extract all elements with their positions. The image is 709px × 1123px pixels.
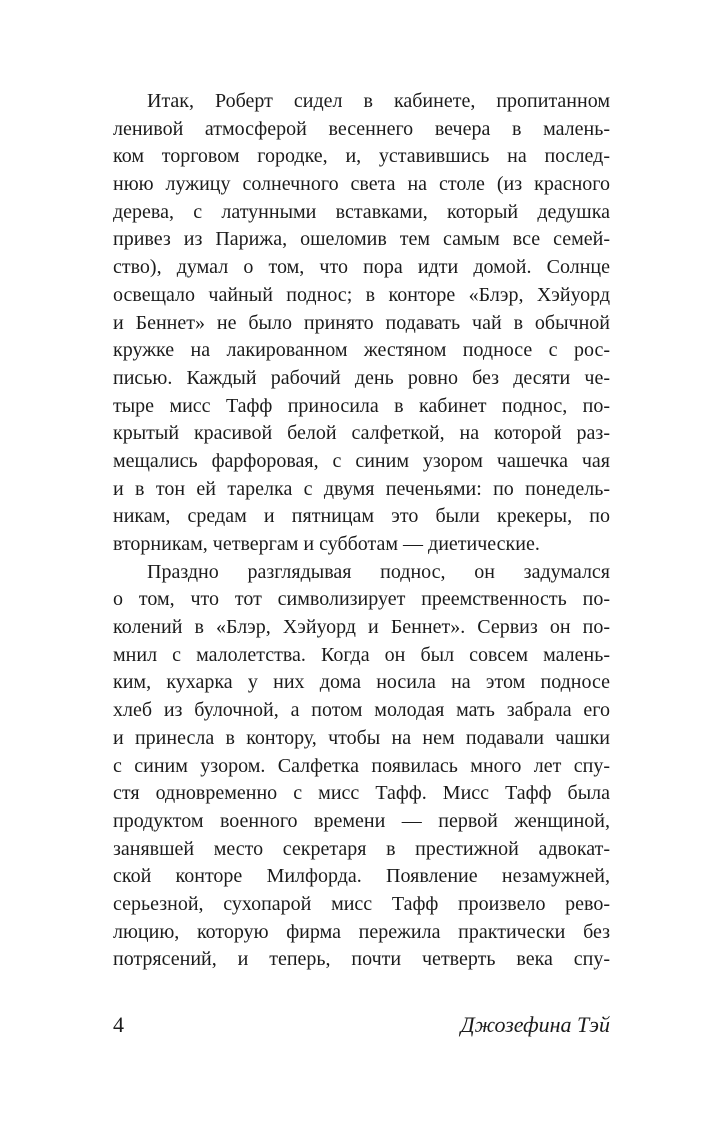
text-line: ской конторе Милфорда. Появление незамужней, [113,865,610,888]
text-line: кружке на лакированном жестяном подносе с рос- [113,339,610,362]
text-line: Итак, Роберт сидел в кабинете, пропитанном [147,90,610,112]
text-line: мнил с малолетства. Когда он был совсем малень- [113,643,610,666]
text-line: писью. Каждый рабочий день ровно без десяти че- [113,366,610,389]
text-line: освещало чайный поднос; в конторе «Блэр, Хэйуорд [113,283,610,306]
text-line: дерева, с латунными вставками, который дедушка [113,200,610,223]
text-line: тыре мисс Тафф приносила в кабинет поднос, по- [113,394,610,417]
text-line: люцию, которую фирма пережила практически без [113,920,610,943]
text-line: серьезной, сухопарой мисс Тафф произвело рево- [113,892,610,915]
text-line: с синим узором. Салфетка появилась много лет спу- [113,754,610,777]
text-line: ком торговом городке, и, уставившись на послед- [113,145,610,168]
page-footer [113,1011,610,1038]
text-line: о том, что тот символизирует преемственность по- [113,588,610,611]
text-line: и в тон ей тарелка с двумя печеньями: по понедель- [113,477,610,500]
text-line: потрясений, и теперь, почти четверть века спу- [113,948,610,971]
text-line: продуктом военного времени — первой женщиной, [113,809,610,832]
text-line: нюю лужицу солнечного света на столе (из красного [113,173,610,196]
page-number: 4 [113,1012,124,1037]
text-line: мещались фарфоровая, с синим узором чашечка чая [113,449,610,472]
text-line: хлеб из булочной, а потом молодая мать забрала его [113,699,610,722]
text-line: ким, кухарка у них дома носила на этом подносе [113,671,610,694]
text-line: никам, средам и пятницам это были крекеры, по [113,505,610,528]
text-line: занявшей место секретаря в престижной адвокат- [113,837,610,860]
text-line: крытый красивой белой салфеткой, на которой раз- [113,422,610,445]
text-block [113,88,610,974]
text-line: Праздно разглядывая поднос, он задумался [147,560,610,583]
running-title-author: Джозефина Тэй [460,1012,610,1037]
text-line: и принесла в контору, чтобы на нем подавали чашки [113,726,610,749]
text-line: стя одновременно с мисс Тафф. Мисс Тафф была [113,782,610,805]
text-line: ленивой атмосферой весеннего вечера в малень- [113,117,610,140]
text-line: вторникам, четвергам и субботам — диетические. [113,533,540,555]
paragraph-1 [113,88,610,559]
text-line: ство), думал о том, что пора идти домой. Солнце [113,256,610,279]
paragraph-2 [113,559,610,974]
text-line: и Беннет» не было принято подавать чай в обычной [113,311,610,334]
text-line: колений в «Блэр, Хэйуорд и Беннет». Сервиз он по- [113,616,610,639]
text-line: привез из Парижа, ошеломив тем самым все семей- [113,228,610,251]
